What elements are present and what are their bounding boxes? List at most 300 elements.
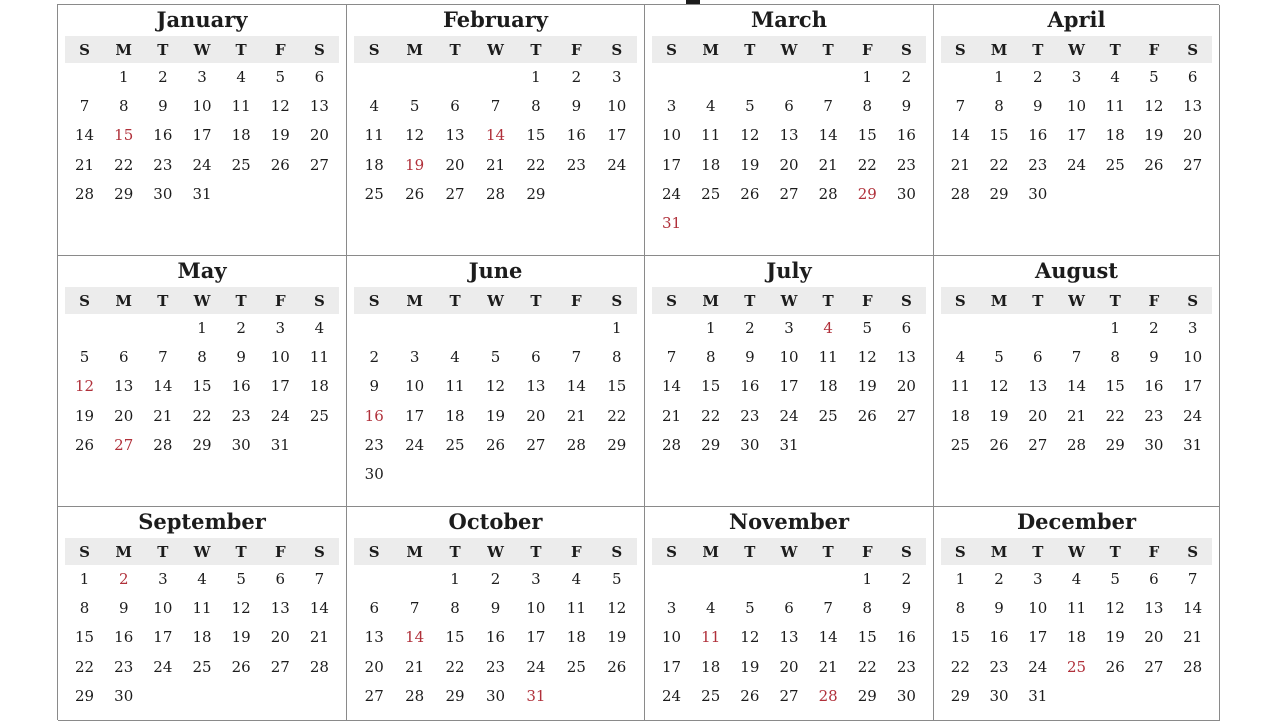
weekday-label: T: [157, 542, 169, 561]
month-title: October: [448, 509, 543, 534]
date: 19: [857, 377, 877, 396]
date: 21: [566, 406, 586, 425]
date: 16: [896, 628, 916, 647]
date: 5: [1149, 68, 1159, 86]
date: 23: [1028, 155, 1048, 174]
weekday-label: F: [861, 542, 873, 561]
date: 20: [1028, 406, 1048, 425]
weekday-header: [941, 287, 1212, 314]
date: 3: [158, 570, 168, 588]
date: 24: [779, 406, 799, 425]
date: 27: [1144, 657, 1164, 676]
date: 19: [740, 155, 760, 174]
holiday-date: 4: [823, 319, 833, 337]
empty-cell: [730, 63, 769, 92]
date: 9: [1033, 97, 1043, 116]
days-grid: [652, 565, 926, 711]
weekday-label: T: [744, 40, 756, 59]
date: 17: [662, 657, 682, 676]
date: 27: [1183, 155, 1203, 174]
date: 23: [1144, 406, 1164, 425]
weekday-header: [354, 36, 637, 63]
days-grid: [941, 63, 1212, 209]
weekday-label: T: [1109, 40, 1121, 59]
date: 6: [314, 68, 325, 86]
date: 2: [994, 570, 1004, 588]
weekday-label: S: [313, 542, 325, 561]
date: 13: [1183, 97, 1203, 116]
empty-cell: [652, 63, 691, 92]
date: 6: [531, 348, 541, 367]
date: 8: [450, 599, 460, 618]
date: 4: [369, 97, 379, 116]
weekday-label: S: [666, 40, 677, 59]
date: 3: [1071, 68, 1082, 86]
date: 8: [955, 599, 966, 618]
date: 8: [994, 97, 1004, 116]
empty-cell: [652, 565, 691, 594]
date: 24: [662, 686, 682, 705]
days-grid: [941, 314, 1212, 460]
date: 25: [192, 657, 212, 676]
date: 18: [701, 155, 721, 174]
date: 18: [701, 657, 721, 676]
holiday-date: 31: [526, 686, 546, 705]
date: 8: [118, 97, 129, 116]
date: 8: [705, 348, 716, 367]
date: 6: [118, 348, 129, 367]
date: 14: [309, 599, 329, 618]
weekday-label: M: [115, 542, 133, 561]
date: 8: [1110, 348, 1120, 367]
weekday-label: T: [1109, 291, 1121, 310]
date: 13: [309, 97, 329, 116]
month-title: April: [1047, 7, 1106, 32]
date: 26: [405, 184, 425, 203]
date: 28: [662, 435, 682, 454]
weekday-label: S: [79, 291, 90, 310]
date: 22: [192, 406, 212, 425]
weekday-label: T: [1109, 542, 1121, 561]
date: 4: [1071, 570, 1082, 588]
date: 5: [409, 97, 420, 116]
weekday-label: S: [900, 291, 912, 310]
date: 27: [364, 686, 384, 705]
date: 30: [364, 464, 384, 483]
date: 18: [309, 377, 329, 396]
date: 9: [236, 348, 246, 367]
date: 10: [779, 348, 799, 367]
date: 19: [485, 406, 506, 425]
date: 13: [364, 628, 384, 647]
weekday-label: W: [1068, 542, 1085, 561]
date: 5: [1110, 570, 1120, 588]
date: 3: [409, 348, 420, 367]
month-december: [934, 507, 1220, 721]
empty-cell: [143, 314, 182, 343]
date: 18: [950, 406, 970, 425]
date: 23: [485, 657, 506, 676]
date: 6: [784, 599, 794, 618]
date: 9: [490, 599, 501, 618]
empty-cell: [65, 63, 104, 92]
date: 20: [1183, 126, 1203, 145]
weekday-header: [65, 287, 339, 314]
date: 15: [75, 628, 95, 647]
date: 22: [701, 406, 721, 425]
date: 19: [740, 657, 760, 676]
holiday-date: 14: [485, 126, 506, 145]
weekday-label: S: [313, 291, 325, 310]
date: 29: [445, 686, 465, 705]
holiday-date: 14: [405, 628, 425, 647]
date: 10: [1028, 599, 1048, 618]
date: 23: [153, 155, 173, 174]
date: 14: [153, 377, 173, 396]
date: 30: [1144, 435, 1164, 454]
date: 16: [114, 628, 134, 647]
date: 3: [666, 97, 677, 116]
date: 21: [818, 657, 838, 676]
date: 22: [857, 155, 877, 174]
weekday-label: T: [1032, 291, 1044, 310]
days-grid: [354, 314, 637, 489]
empty-cell: [394, 63, 434, 92]
date: 25: [445, 435, 465, 454]
date: 17: [1028, 628, 1048, 647]
empty-cell: [394, 565, 434, 594]
month-august: [934, 256, 1220, 507]
holiday-date: 25: [1066, 657, 1087, 676]
date: 20: [779, 657, 799, 676]
date: 31: [1183, 435, 1203, 454]
date: 16: [1028, 126, 1048, 145]
date: 12: [485, 377, 506, 396]
date: 12: [270, 97, 290, 116]
weekday-label: T: [822, 291, 834, 310]
month-title: August: [1034, 258, 1119, 283]
date: 18: [1066, 628, 1087, 647]
date: 6: [1149, 570, 1159, 588]
date: 12: [1105, 599, 1125, 618]
date: 31: [779, 435, 799, 454]
date: 20: [445, 155, 465, 174]
weekday-label: S: [1187, 542, 1199, 561]
date: 24: [270, 406, 290, 425]
weekday-label: S: [954, 291, 966, 310]
date: 29: [989, 184, 1009, 203]
date: 17: [270, 377, 290, 396]
date: 1: [705, 319, 716, 337]
date: 13: [779, 126, 799, 145]
weekday-label: T: [235, 291, 247, 310]
weekday-header: [652, 538, 926, 565]
date: 26: [270, 155, 290, 174]
date: 17: [192, 126, 212, 145]
date: 24: [662, 184, 682, 203]
date: 26: [1144, 155, 1164, 174]
weekday-label: S: [1187, 40, 1199, 59]
empty-cell: [941, 63, 980, 92]
date: 30: [231, 435, 251, 454]
weekday-label: S: [666, 542, 677, 561]
date: 11: [192, 599, 212, 618]
month-title: January: [156, 7, 248, 32]
empty-cell: [475, 314, 515, 343]
date: 16: [485, 628, 506, 647]
days-grid: [354, 565, 637, 711]
weekday-label: S: [1187, 291, 1199, 310]
date: 31: [192, 184, 212, 203]
date: 14: [950, 126, 970, 145]
date: 7: [314, 570, 325, 588]
date: 7: [79, 97, 90, 116]
weekday-label: S: [368, 291, 380, 310]
date: 25: [1105, 155, 1125, 174]
date: 22: [445, 657, 465, 676]
weekday-label: M: [702, 40, 720, 59]
date: 30: [1028, 184, 1048, 203]
date: 19: [270, 126, 290, 145]
days-grid: [65, 314, 339, 460]
weekday-label: M: [406, 291, 423, 310]
month-title: February: [442, 7, 548, 32]
date: 18: [818, 377, 838, 396]
date: 22: [607, 406, 627, 425]
date: 4: [571, 570, 582, 588]
date: 15: [950, 628, 970, 647]
date: 17: [1066, 126, 1087, 145]
empty-cell: [941, 314, 980, 343]
date: 22: [114, 155, 134, 174]
date: 11: [445, 377, 465, 396]
date: 5: [745, 599, 755, 618]
date: 17: [662, 155, 682, 174]
date: 5: [236, 570, 246, 588]
date: 18: [231, 126, 251, 145]
weekday-label: S: [79, 40, 90, 59]
month-november: [645, 507, 934, 721]
date: 2: [901, 570, 912, 588]
date: 6: [275, 570, 286, 588]
weekday-label: S: [611, 291, 623, 310]
date: 12: [740, 628, 760, 647]
weekday-label: T: [157, 291, 169, 310]
holiday-date: 12: [75, 377, 95, 396]
date: 22: [526, 155, 546, 174]
weekday-label: T: [235, 542, 247, 561]
date: 6: [1033, 348, 1043, 367]
date: 21: [818, 155, 838, 174]
weekday-label: W: [193, 40, 211, 59]
date: 28: [1183, 657, 1203, 676]
date: 11: [364, 126, 384, 145]
date: 28: [153, 435, 173, 454]
weekday-label: T: [235, 40, 247, 59]
empty-cell: [809, 565, 848, 594]
weekday-label: T: [1032, 542, 1044, 561]
weekday-label: F: [861, 291, 873, 310]
date: 18: [192, 628, 212, 647]
weekday-label: S: [954, 40, 966, 59]
date: 9: [901, 97, 912, 116]
weekday-label: F: [1148, 291, 1160, 310]
empty-cell: [769, 565, 808, 594]
date: 14: [818, 628, 838, 647]
date: 3: [275, 319, 286, 337]
date: 29: [857, 686, 877, 705]
date: 17: [779, 377, 799, 396]
weekday-label: W: [1068, 40, 1085, 59]
weekday-label: W: [193, 291, 211, 310]
weekday-label: T: [744, 291, 756, 310]
date: 25: [364, 184, 384, 203]
date: 8: [79, 599, 90, 618]
date: 12: [989, 377, 1009, 396]
date: 20: [114, 406, 134, 425]
empty-cell: [475, 63, 515, 92]
weekday-label: M: [702, 542, 720, 561]
date: 21: [75, 155, 95, 174]
date: 29: [950, 686, 970, 705]
date: 17: [153, 628, 173, 647]
weekday-label: W: [1068, 291, 1085, 310]
date: 23: [566, 155, 586, 174]
date: 20: [896, 377, 916, 396]
date: 6: [369, 599, 379, 618]
date: 2: [571, 68, 582, 86]
date: 29: [192, 435, 212, 454]
date: 14: [566, 377, 586, 396]
date: 27: [896, 406, 916, 425]
date: 1: [994, 68, 1004, 86]
date: 28: [566, 435, 586, 454]
date: 15: [526, 126, 546, 145]
date: 12: [231, 599, 251, 618]
date: 19: [607, 628, 627, 647]
date: 18: [1105, 126, 1125, 145]
empty-cell: [65, 314, 104, 343]
date: 24: [192, 155, 212, 174]
date: 21: [662, 406, 682, 425]
date: 5: [862, 319, 873, 337]
date: 9: [158, 97, 168, 116]
date: 11: [818, 348, 838, 367]
date: 1: [1110, 319, 1120, 337]
date: 15: [607, 377, 627, 396]
date: 16: [231, 377, 251, 396]
date: 10: [607, 97, 627, 116]
date: 25: [701, 686, 721, 705]
date: 16: [989, 628, 1009, 647]
date: 9: [994, 599, 1004, 618]
date: 3: [612, 68, 622, 86]
year-calendar-grid: [57, 4, 1219, 720]
date: 24: [1066, 155, 1087, 174]
month-title: June: [468, 258, 523, 283]
month-september: [58, 507, 347, 721]
date: 8: [612, 348, 622, 367]
days-grid: [65, 63, 339, 209]
date: 23: [896, 155, 916, 174]
date: 8: [862, 599, 873, 618]
weekday-label: S: [666, 291, 677, 310]
month-july: [645, 256, 934, 507]
date: 7: [571, 348, 582, 367]
date: 16: [153, 126, 173, 145]
date: 4: [314, 319, 325, 337]
date: 28: [75, 184, 95, 203]
date: 15: [192, 377, 212, 396]
date: 2: [236, 319, 246, 337]
empty-cell: [769, 63, 808, 92]
date: 13: [779, 628, 799, 647]
date: 16: [1144, 377, 1164, 396]
date: 5: [79, 348, 90, 367]
month-may: [58, 256, 347, 507]
weekday-label: W: [487, 40, 504, 59]
date: 26: [607, 657, 627, 676]
date: 10: [192, 97, 212, 116]
date: 27: [270, 657, 290, 676]
weekday-label: S: [313, 40, 325, 59]
weekday-label: M: [702, 291, 720, 310]
date: 13: [526, 377, 546, 396]
weekday-label: F: [1148, 40, 1160, 59]
date: 28: [1066, 435, 1087, 454]
date: 2: [901, 68, 912, 86]
date: 7: [1071, 348, 1082, 367]
date: 23: [364, 435, 384, 454]
empty-cell: [809, 63, 848, 92]
date: 20: [779, 155, 799, 174]
holiday-date: 28: [818, 686, 838, 705]
date: 26: [231, 657, 251, 676]
date: 12: [405, 126, 425, 145]
empty-cell: [435, 314, 475, 343]
date: 16: [740, 377, 760, 396]
date: 29: [114, 184, 134, 203]
date: 13: [1028, 377, 1048, 396]
empty-cell: [354, 314, 394, 343]
month-march: [645, 5, 934, 256]
weekday-label: S: [79, 542, 90, 561]
date: 2: [1149, 319, 1159, 337]
date: 8: [531, 97, 541, 116]
weekday-label: S: [368, 542, 380, 561]
date: 2: [745, 319, 755, 337]
date: 10: [270, 348, 290, 367]
empty-cell: [1057, 314, 1096, 343]
date: 3: [784, 319, 794, 337]
date: 19: [1144, 126, 1164, 145]
date: 11: [231, 97, 251, 116]
date: 27: [309, 155, 329, 174]
date: 3: [197, 68, 207, 86]
date: 8: [197, 348, 207, 367]
date: 27: [526, 435, 546, 454]
date: 18: [364, 155, 384, 174]
date: 30: [153, 184, 173, 203]
date: 6: [784, 97, 794, 116]
date: 26: [485, 435, 506, 454]
date: 23: [740, 406, 760, 425]
weekday-label: W: [487, 542, 504, 561]
date: 22: [857, 657, 877, 676]
weekday-label: T: [530, 291, 542, 310]
date: 13: [1144, 599, 1164, 618]
weekday-header: [652, 287, 926, 314]
